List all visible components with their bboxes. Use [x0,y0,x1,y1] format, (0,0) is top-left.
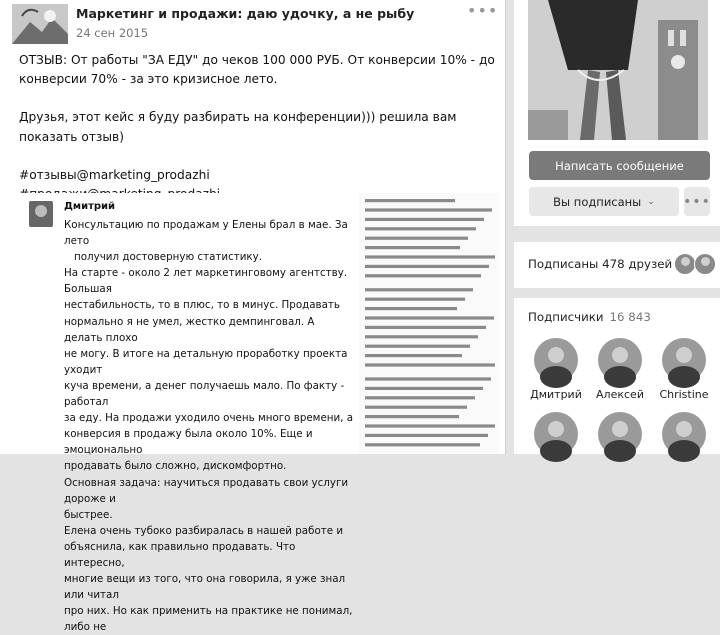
subscriber-item[interactable] [590,412,650,456]
subscriber-name[interactable]: Дмитрий [530,388,582,401]
post-paragraph: ОТЗЫВ: От работы "ЗА ЕДУ" до чеков 100 000 РУБ. От конверсии 10% - до конверсии 70% - за это кризисное лето. [19,53,495,87]
sidebar-profile-block [514,0,720,226]
reviewer-name: Дмитрий [64,201,116,212]
subscriber-item[interactable] [654,338,714,401]
more-actions-button[interactable]: ••• [684,187,710,216]
community-cover-image[interactable] [528,0,708,140]
avatar[interactable] [598,338,642,382]
post-date[interactable]: 24 сен 2015 [76,26,149,40]
review-text: Консультацию по продажам у Елены брал в мае. За лето получил достоверную статистику. На старте - около 2 лет маркетинговому агентству. Большая нестабильность, то в плюс, то в минус. Продавать нормально я не умел, жестко демпинговал. А делать плохо не могу. В итоге на детальную проработку проекта уходит куча времени, а денег получаешь мало. По факту - работал за еду. На продажи уходило очень много времени, а конверсия в продажу была около 10%. Еще и эмоционально продавать было сложно, дискомфортно. Основная задача: научиться продавать свои услуги дороже и быстрее. Елена очень тубоко разбиралась в нашей работе и объяснила, как правильно продавать. Что интересно, многие вещи из того, что она говорила, я уже знал или читал про них. Но как применить на практике не понимал, либо не [64,219,354,634]
write-message-button[interactable]: Написать сообщение [529,151,710,180]
review-right-column-blurred [359,193,499,454]
subscribers-block [514,298,720,454]
avatar[interactable] [662,412,706,456]
post-paragraph: Друзья, этот кейс я буду разбирать на конференции))) решила вам показать отзыв) [19,110,457,144]
friends-subscribed-label[interactable]: Подписаны 478 друзей [528,257,673,271]
post-author[interactable]: Маркетинг и продажи: даю удочку, а не рыбу [76,6,415,21]
subscribed-label: Вы подписаны [553,194,642,209]
subscriber-item[interactable] [654,412,714,456]
avatar[interactable] [534,338,578,382]
reviewer-avatar [29,201,53,227]
post-text [19,51,499,204]
subscribed-dropdown-button[interactable] [529,187,679,216]
avatar[interactable] [662,338,706,382]
friend-avatar[interactable] [694,253,716,275]
post-more-icon[interactable]: ••• [467,1,499,20]
subscribers-count: 16 843 [609,310,651,324]
subscriber-item[interactable] [526,412,586,456]
friends-subscribed-block[interactable] [514,242,720,288]
avatar[interactable] [534,412,578,456]
review-photo[interactable] [19,193,499,634]
subscribers-header[interactable] [528,310,651,324]
chevron-down-icon: ⌄ [647,196,655,207]
avatar[interactable] [598,412,642,456]
subscribers-label: Подписчики [528,310,604,324]
subscriber-item[interactable] [590,338,650,401]
subscriber-name[interactable]: Алексей [596,388,644,401]
post-header [12,1,499,44]
hashtag-link[interactable]: #отзывы@marketing_prodazhi [19,167,210,182]
subscriber-name[interactable]: Christine [659,388,709,401]
community-avatar[interactable] [12,4,68,44]
subscriber-item[interactable] [526,338,586,401]
friend-avatar[interactable] [674,253,696,275]
